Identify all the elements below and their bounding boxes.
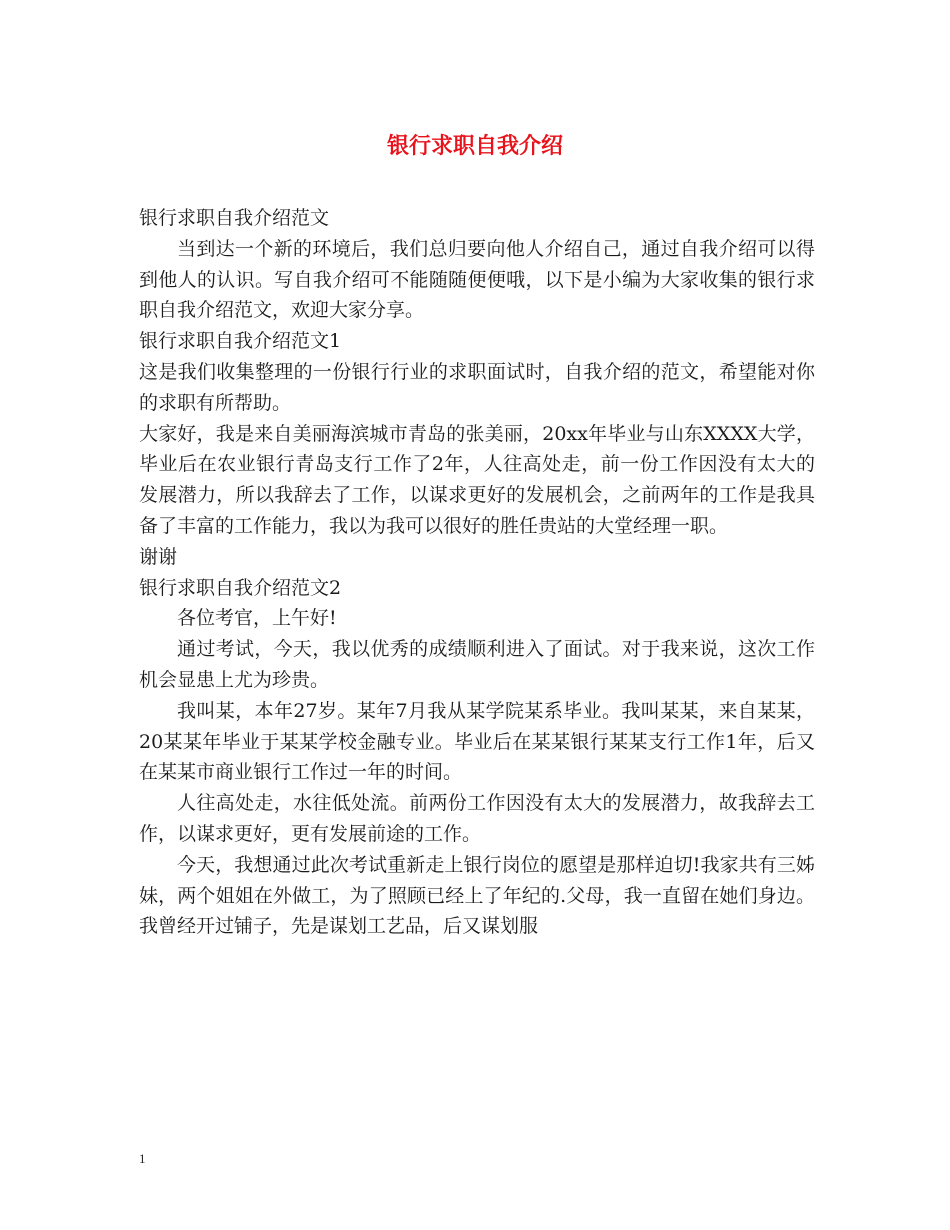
page-number: 1 — [139, 1151, 146, 1166]
paragraph: 这是我们收集整理的一份银行行业的求职面试时，自我介绍的范文，希望能对你的求职有所帮助。 — [139, 360, 815, 414]
paragraph: 银行求职自我介绍范文2 — [139, 576, 342, 599]
paragraph: 银行求职自我介绍范文 — [139, 207, 330, 229]
paragraph: 各位考官，上午好! — [177, 607, 337, 630]
document-body — [139, 203, 815, 942]
document-title: 银行求职自我介绍 — [386, 133, 563, 159]
paragraph: 今天，我想通过此次考试重新走上银行岗位的愿望是那样迫切!我家共有三姊妹，两个姐姐在外做工，为了照顾已经上了年纪的.父母，我一直留在她们身边。我曾经开过铺子，先是谋划工艺品，后又谋划服 — [139, 853, 815, 938]
paragraph: 人往高处走，水往低处流。前两份工作因没有太大的发展潜力，故我辞去工作，以谋求更好，更有发展前途的工作。 — [139, 792, 815, 845]
paragraph: 大家好，我是来自美丽海滨城市青岛的张美丽，20xx年毕业与山东XXXX大学，毕业后在农业银行青岛支行工作了2年，人往高处走，前一份工作因没有太大的发展潜力，所以我辞去了工作，以谋求更好的发展机会，之前两年的工作是我具备了丰富的工作能力，我以为我可以很好的胜任贵站的大堂经理一职。 — [139, 422, 815, 537]
paragraph: 当到达一个新的环境后，我们总归要向他人介绍自己，通过自我介绍可以得到他人的认识。写自我介绍可不能随随便便哦，以下是小编为大家收集的银行求职自我介绍范文，欢迎大家分享。 — [139, 237, 815, 322]
paragraph: 银行求职自我介绍范文1 — [139, 330, 342, 353]
paragraph: 谢谢 — [139, 545, 178, 568]
paragraph: 我叫某，本年27岁。某年7月我从某学院某系毕业。我叫某某，来自某某，20某某年毕业于某某学校金融专业。毕业后在某某银行某某支行工作1年，后又在某某市商业银行工作过一年的时间。 — [139, 699, 815, 784]
paragraph: 通过考试，今天，我以优秀的成绩顺利进入了面试。对于我来说，这次工作机会显患上尤为珍贵。 — [139, 638, 815, 691]
